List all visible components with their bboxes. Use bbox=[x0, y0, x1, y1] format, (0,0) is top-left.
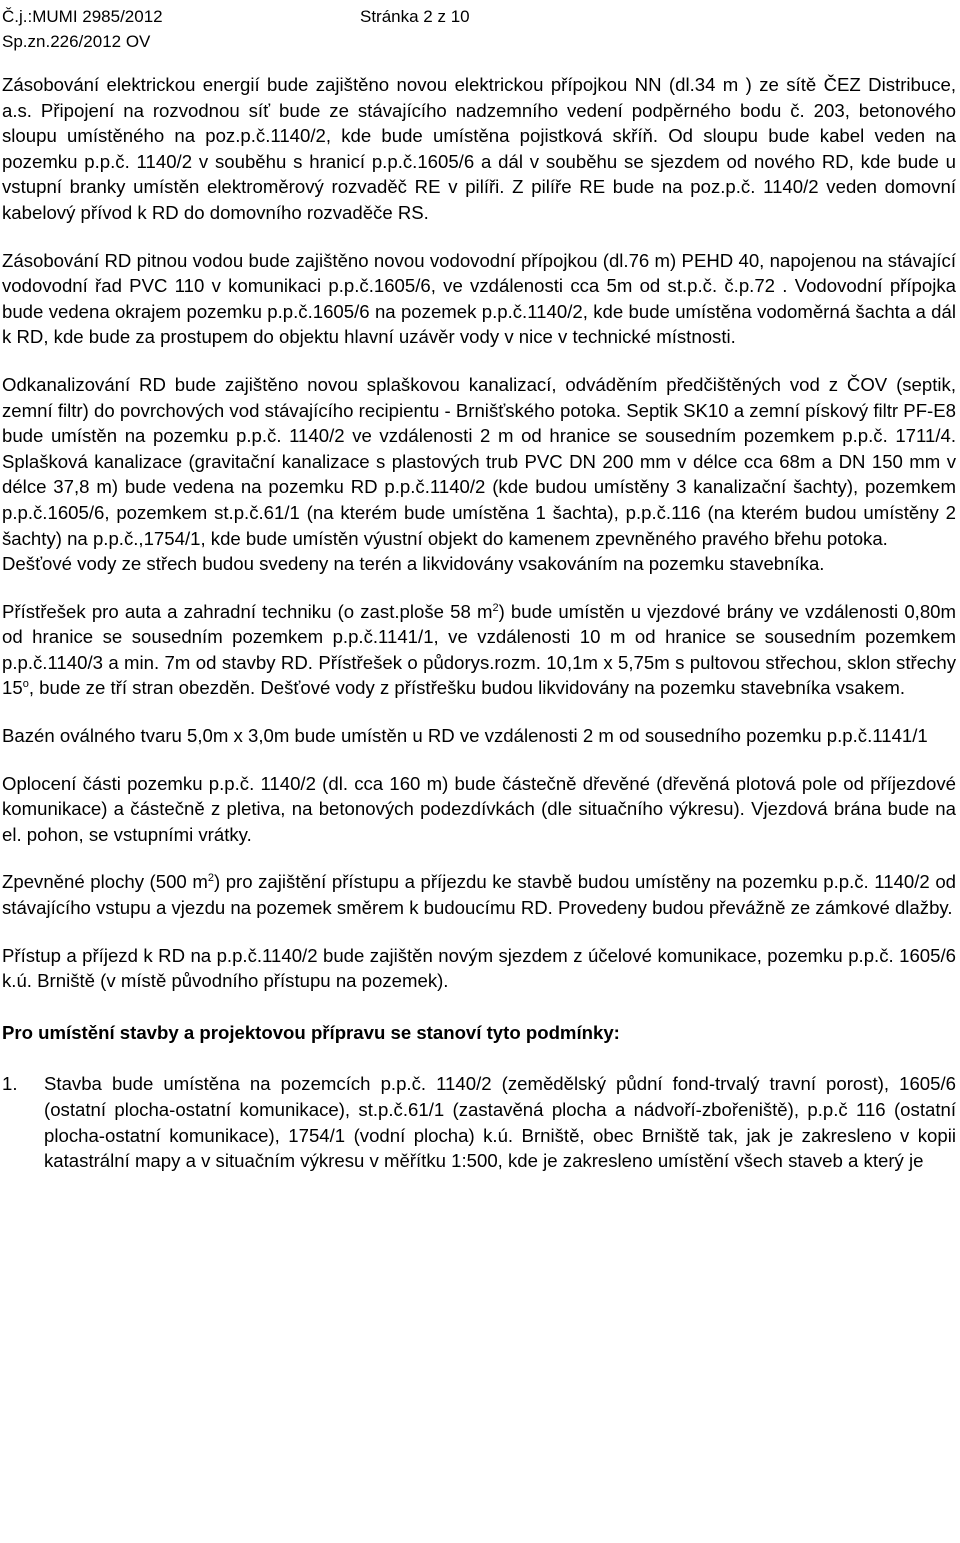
paved-text-a: Zpevněné plochy (500 m bbox=[2, 871, 208, 893]
carport-text-b: ) bude umístěn u vjezdové brány ve vzdálenosti 0,80m od hranice se sousedním pozemkem p.p.č.1141/1, ve vzdálenosti 10 m od hranice se sousedním pozemkem p.p.č.1140/3 a min. 7m od stavby RD. Přístřešek o půdorys.rozm. 10,1m x 5,75m s pultovou střechou, sklon střechy 15 bbox=[2, 600, 956, 699]
paragraph-electricity: Zásobování elektrickou energií bude zajištěno novou elektrickou přípojkou NN (dl.34 m ) ze sítě ČEZ Distribuce, a.s. Připojení na rozvodnou síť bude ze stávajícího nadzemního vedení podpěrného bodu č. 203, betonového sloupu umístěného na poz.p.č.1140/2, kde bude umístěna pojistková skříň. Od sloupu bude kabel veden na pozemku p.p.č. 1140/2 v souběhu s hranicí p.p.č.1605/6 a dál v souběhu se sjezdem od nového RD, kde bude u vstupní branky umístěn elektroměrový rozvaděč RE v pilíři. Z pilíře RE bude na poz.p.č. 1140/2 veden domovní kabelový přívod k RD do domovního rozvaděče RS. bbox=[2, 74, 956, 223]
carport-text-c: , bude ze tří stran obezděn. Dešťové vody z přístřešku budou likvidovány na pozemku stavebníka vsakem. bbox=[28, 677, 905, 699]
carport-text-a: Přístřešek pro auta a zahradní techniku (o zast.ploše 58 m bbox=[2, 600, 493, 622]
paragraph-carport bbox=[2, 599, 956, 701]
superscript-degree: o bbox=[22, 678, 29, 691]
paragraph-water-supply: Zásobování RD pitnou vodou bude zajištěno novou vodovodní přípojkou (dl.76 m) PEHD 40, napojenou na stávající vodovodní řad PVC 110 v komunikaci p.p.č.1605/6, ve vzdálenosti cca 5m od st.p.č. č.p.72 . Vodovodní přípojka bude vedena okrajem pozemku p.p.č.1605/6 na pozemek p.p.č.1140/2, kde bude umístěna vodoměrná šachta a dál k RD, kde bude za prostupem do objektu hlavní uzávěr vody v nice v technické místnosti. bbox=[2, 249, 956, 348]
file-number: Sp.zn.226/2012 OV bbox=[2, 32, 151, 51]
page-header bbox=[2, 4, 163, 54]
reference-number: Č.j.:MUMI 2985/2012 bbox=[2, 7, 163, 26]
paragraph-paved-areas bbox=[2, 869, 956, 920]
superscript-square-2: 2 bbox=[207, 872, 214, 885]
page-number: Stránka 2 z 10 bbox=[360, 7, 470, 26]
paragraph-sewerage: Odkanalizování RD bude zajištěno novou splaškovou kanalizací, odváděním předčištěných vod z ČOV (septik, zemní filtr) do povrchových vod stávajícího recipientu - Brnišťského potoka. Septik SK10 a zemní pískový filtr PF-E8 bude umístěn na pozemku p.p.č. 1140/2 ve vzdálenosti 2 m od hranice se sousedním pozemkem p.p.č. 1711/4. Splašková kanalizace (gravitační kanalizace s plastových trub PVC DN 200 mm v délce cca 68m a DN 150 mm v délce 37,8 m) bude vedena na pozemku RD p.p.č.1140/2 (kde budou umístěny 3 kanalizační šachty), pozemkem p.p.č.1605/6, pozemkem st.p.č.61/1 (na kterém bude umístěna 1 šachta), p.p.č.116 (na kterém budou umístěny 2 šachty) na p.p.č.,1754/1, kde bude umístěn výustní objekt do kamenem zpevněného pravého břehu potoka. bbox=[2, 373, 956, 549]
list-item-text: Stavba bude umístěna na pozemcích p.p.č. 1140/2 (zemědělský půdní fond-trvalý travní porost), 1605/6 (ostatní plocha-ostatní komunikace), st.p.č.61/1 (zastavěná plocha a nádvoří-zbořeniště), p.p.č 116 (ostatní plocha-ostatní komunikace), 1754/1 (vodní plocha) k.ú. Brniště, obec Brniště tak, jak je zakresleno v kopii katastrální mapy a v situačním výkresu v měřítku 1:500, kde je zakresleno umístění všech staveb a který je bbox=[44, 1073, 956, 1172]
paragraph-rainwater: Dešťové vody ze střech budou svedeny na terén a likvidovány vsakováním na pozemku stavebníka. bbox=[2, 553, 825, 575]
conditions-heading: Pro umístění stavby a projektovou přípravu se stanoví tyto podmínky: bbox=[2, 1021, 620, 1043]
paragraph-access: Přístup a příjezd k RD na p.p.č.1140/2 bude zajištěn novým sjezdem z účelové komunikace, pozemku p.p.č. 1605/6 k.ú. Brniště (v místě původního přístupu na pozemek). bbox=[2, 944, 956, 992]
paved-text-b: ) pro zajištění přístupu a příjezdu ke stavbě budou umístěny na pozemku p.p.č. 1140/2 od stávajícího vstupu a vjezdu na pozemek směrem k budoucímu RD. Provedeny budou převážně ze zámkové dlažby. bbox=[2, 871, 956, 919]
superscript-square: 2 bbox=[492, 601, 499, 614]
list-item-number: 1. bbox=[2, 1073, 18, 1095]
paragraph-fencing: Oplocení části pozemku p.p.č. 1140/2 (dl. cca 160 m) bude částečně dřevěné (dřevěná plotová pole od příjezdové komunikace) a částečně z pletiva, na betonových podezdívkách (dle situačního výkresu). Vjezdová brána bude na el. pohon, se vstupními vrátky. bbox=[2, 772, 956, 845]
document-body bbox=[2, 72, 956, 1174]
list-item bbox=[2, 1071, 956, 1173]
paragraph-pool: Bazén oválného tvaru 5,0m x 3,0m bude umístěn u RD ve vzdálenosti 2 m od sousedního pozemku p.p.č.1141/1 bbox=[2, 725, 928, 747]
